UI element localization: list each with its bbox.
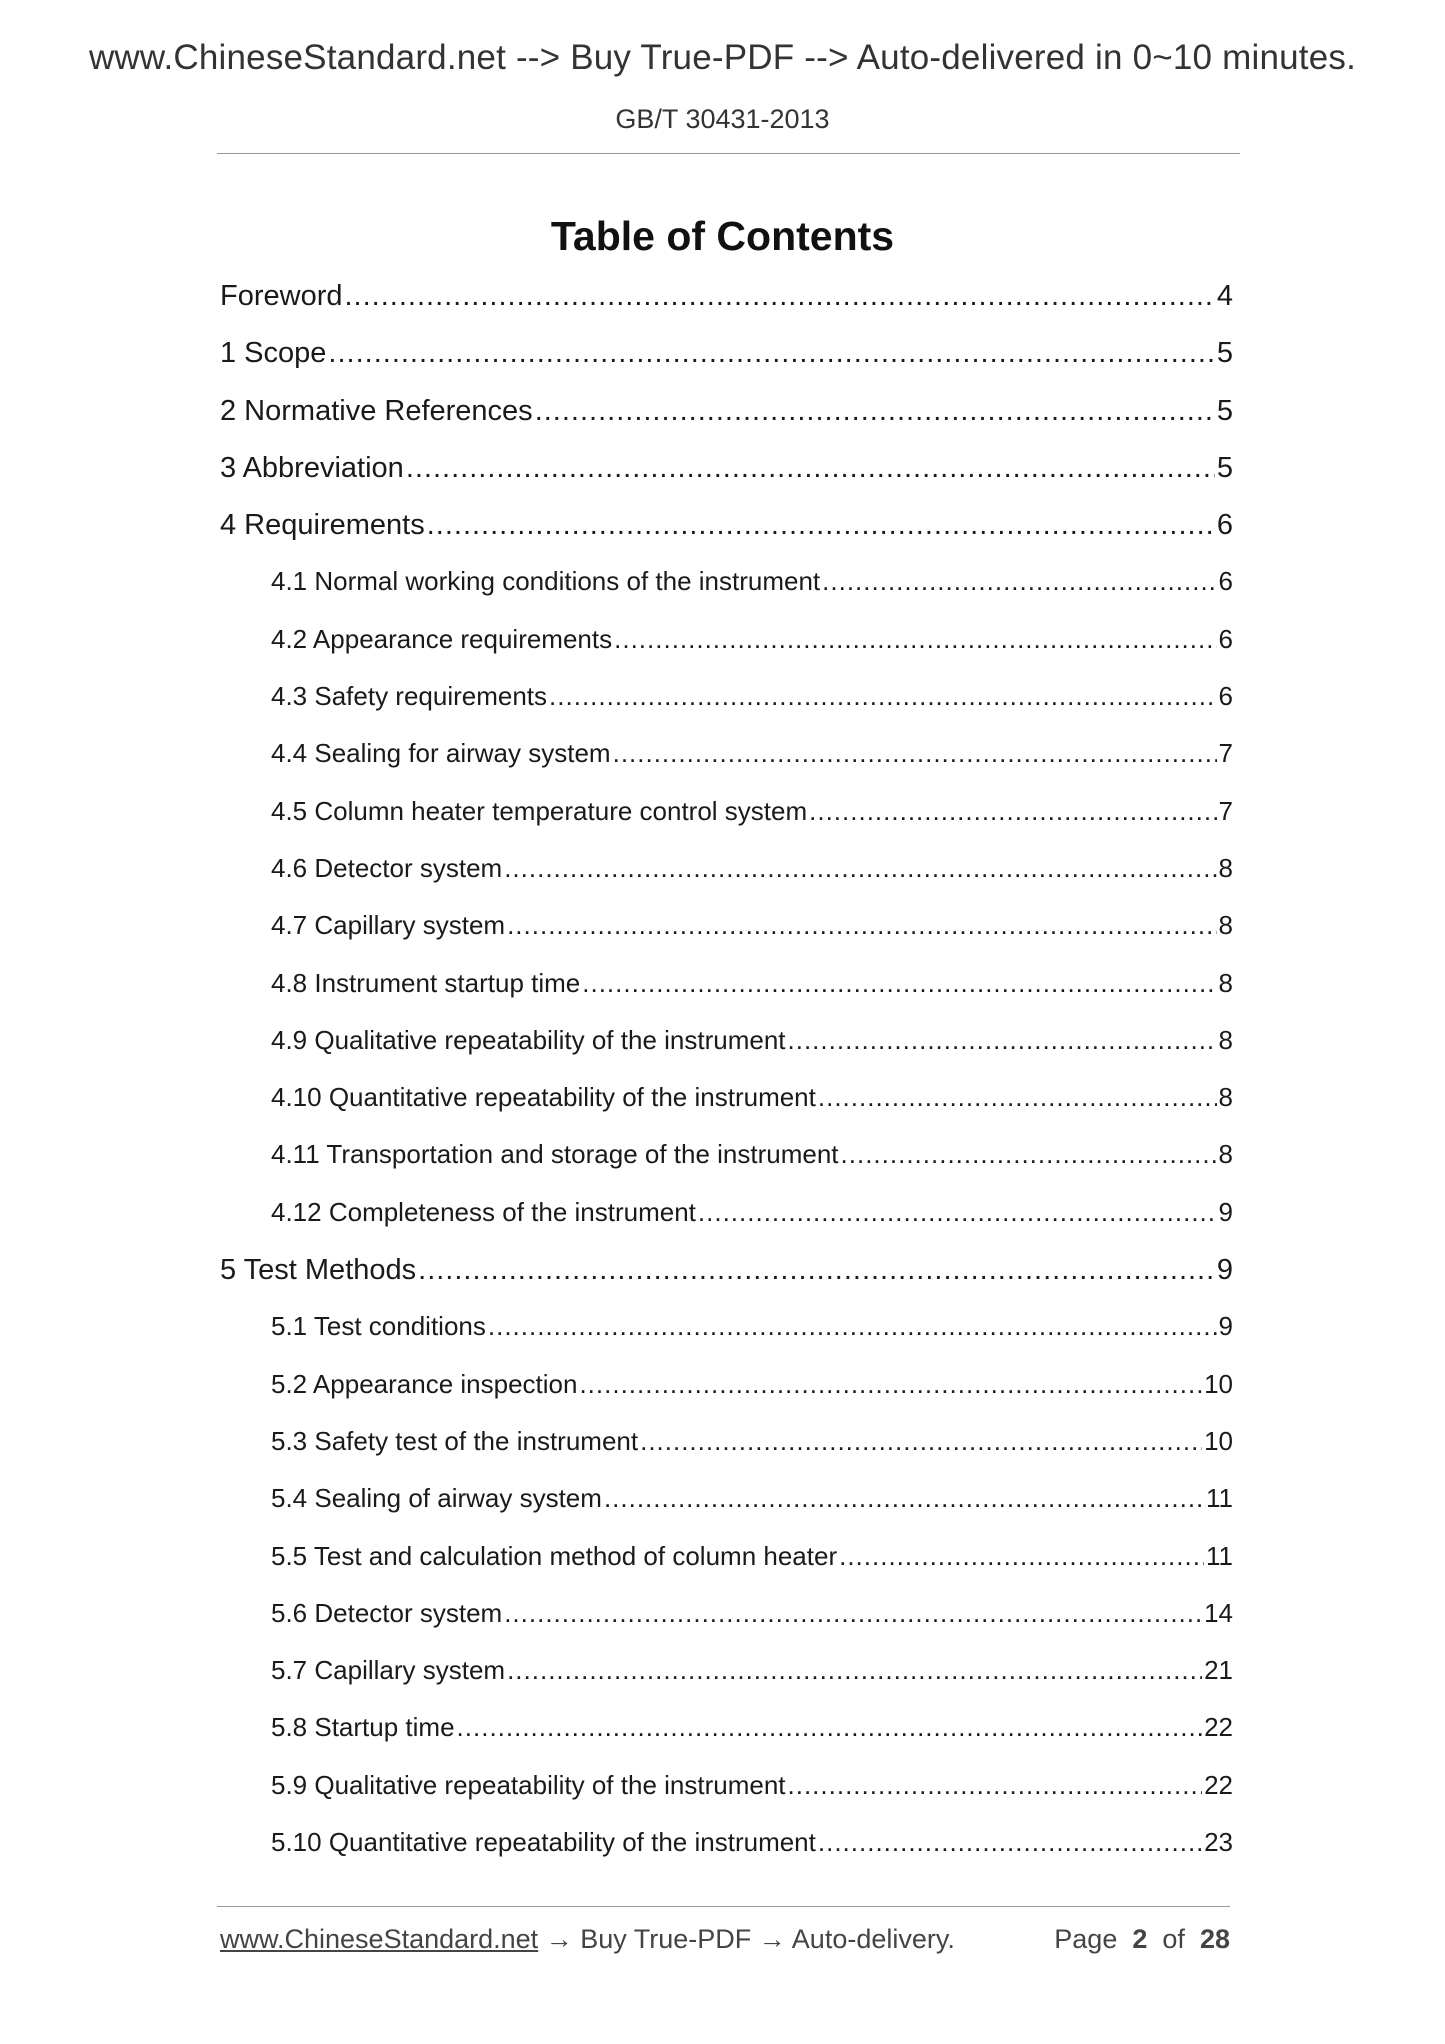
toc-entry-page: 10 <box>1204 1425 1233 1456</box>
toc-entry-label: 5.7 Capillary system <box>271 1655 506 1686</box>
toc-subentry[interactable] <box>220 681 1233 738</box>
toc-leader <box>418 1254 1215 1287</box>
toc-leader <box>504 1598 1202 1629</box>
toc-entry-label: 4.2 Appearance requirements <box>271 623 613 654</box>
toc-leader <box>457 1712 1203 1743</box>
toc-leader <box>839 1541 1204 1572</box>
toc-entry-page: 6 <box>1218 681 1233 712</box>
toc-entry-page: 7 <box>1218 795 1233 826</box>
toc-leader <box>507 1655 1202 1686</box>
toc-entry-label: 4.12 Completeness of the instrument <box>271 1196 696 1227</box>
page-total: 28 <box>1199 1924 1230 1954</box>
toc-entry-label: 4.7 Capillary system <box>271 910 506 941</box>
toc-entry-label: 5.8 Startup time <box>271 1712 455 1743</box>
toc-entry-label: 5.3 Safety test of the instrument <box>271 1425 639 1456</box>
toc-subentry[interactable] <box>220 853 1233 910</box>
toc-entry-page: 4 <box>1216 280 1233 312</box>
toc-leader <box>809 796 1216 827</box>
toc-entry-label: 4.5 Column heater temperature control system <box>271 795 808 826</box>
toc-subentry[interactable] <box>220 624 1233 681</box>
arrow-right-icon: → <box>545 1924 573 1954</box>
toc-entry-label: 5.1 Test conditions <box>271 1311 486 1342</box>
toc-entry-label: 4.4 Sealing for airway system <box>271 738 611 769</box>
toc-entry-label: 4.1 Normal working conditions of the instrument <box>271 566 821 597</box>
toc-subentry[interactable] <box>220 910 1233 967</box>
toc-leader <box>535 395 1215 428</box>
toc-subentry[interactable] <box>220 1426 1233 1483</box>
toc-entry[interactable] <box>220 452 1233 509</box>
toc-entry-page: 6 <box>1218 566 1233 597</box>
toc-leader <box>345 280 1215 313</box>
toc-entry-page: 8 <box>1218 1082 1233 1113</box>
toc-leader <box>579 1369 1202 1400</box>
toc-entry-page: 21 <box>1204 1655 1233 1686</box>
footer-divider <box>217 1906 1230 1907</box>
document-id: GB/T 30431-2013 <box>615 104 830 134</box>
toc-entry-label: 4 Requirements <box>220 509 425 542</box>
toc-subentry[interactable] <box>220 1197 1233 1254</box>
toc-leader <box>604 1483 1204 1514</box>
toc-entry-label: 4.6 Detector system <box>271 852 503 883</box>
toc-entry-page: 14 <box>1204 1597 1233 1628</box>
toc-subentry[interactable] <box>220 1712 1233 1769</box>
toc-entry-page: 7 <box>1218 738 1233 769</box>
toc-subentry[interactable] <box>220 1025 1233 1082</box>
toc-entry-label: 5 Test Methods <box>220 1254 417 1287</box>
toc-leader <box>427 509 1215 542</box>
toc-entry-page: 11 <box>1206 1540 1233 1571</box>
toc-list <box>220 280 1233 1884</box>
footer-buy-text: Buy True-PDF <box>580 1924 752 1954</box>
toc-title: Table of Contents <box>550 213 895 259</box>
toc-entry-label: 4.3 Safety requirements <box>271 681 548 712</box>
toc-leader <box>507 910 1216 941</box>
toc-subentry[interactable] <box>220 566 1233 623</box>
toc-leader <box>788 1770 1203 1801</box>
toc-entry-label: 5.6 Detector system <box>271 1597 503 1628</box>
footer-site-link[interactable]: www.ChineseStandard.net <box>220 1924 539 1954</box>
toc-entry-label: 3 Abbreviation <box>220 451 404 484</box>
toc-subentry[interactable] <box>220 1311 1233 1368</box>
toc-entry-label: 1 Scope <box>220 337 327 370</box>
toc-leader <box>614 624 1216 655</box>
toc-subentry[interactable] <box>220 1598 1233 1655</box>
toc-leader <box>640 1426 1202 1457</box>
toc-leader <box>582 968 1216 999</box>
toc-entry-page: 8 <box>1218 910 1233 941</box>
toc-entry-label: 5.5 Test and calculation method of column heater <box>271 1540 838 1571</box>
top-banner: www.ChineseStandard.net --> Buy True-PDF --> Auto-delivered in 0~10 minutes. <box>88 38 1357 77</box>
toc-entry-label: 2 Normative References <box>220 394 533 427</box>
toc-entry[interactable] <box>220 395 1233 452</box>
toc-entry-label: 5.4 Sealing of airway system <box>271 1483 602 1514</box>
toc-subentry[interactable] <box>220 968 1233 1025</box>
toc-entry-label: 4.9 Qualitative repeatability of the instrument <box>271 1024 786 1055</box>
page-indicator <box>1054 1924 1230 1955</box>
toc-entry[interactable] <box>220 337 1233 394</box>
toc-subentry[interactable] <box>220 1082 1233 1139</box>
arrow-right-icon: → <box>758 1924 786 1954</box>
toc-entry-page: 8 <box>1218 1024 1233 1055</box>
toc-leader <box>613 738 1217 769</box>
toc-entry-page: 8 <box>1218 852 1233 883</box>
toc-entry[interactable] <box>220 509 1233 566</box>
header-divider <box>217 153 1240 154</box>
toc-entry-label: 5.10 Quantitative repeatability of the instrument <box>271 1827 816 1858</box>
toc-leader <box>788 1025 1217 1056</box>
toc-leader <box>549 681 1216 712</box>
toc-entry-label: Foreword <box>220 280 343 312</box>
page-number: 2 <box>1132 1924 1148 1954</box>
toc-entry-page: 6 <box>1216 509 1233 542</box>
toc-entry-page: 23 <box>1204 1827 1233 1858</box>
toc-entry-page: 8 <box>1218 1139 1233 1170</box>
toc-subentry[interactable] <box>220 1483 1233 1540</box>
toc-entry[interactable] <box>220 1254 1233 1311</box>
toc-leader <box>822 566 1216 597</box>
toc-entry-page: 9 <box>1218 1311 1233 1342</box>
toc-leader <box>406 452 1215 485</box>
toc-subentry[interactable] <box>220 1369 1233 1426</box>
toc-subentry[interactable] <box>220 738 1233 795</box>
toc-subentry[interactable] <box>220 1827 1233 1884</box>
toc-leader <box>818 1827 1202 1858</box>
toc-entry-page: 9 <box>1218 1196 1233 1227</box>
page-word: Page <box>1054 1924 1118 1954</box>
toc-leader <box>328 337 1214 370</box>
toc-entry-page: 6 <box>1218 623 1233 654</box>
of-word: of <box>1162 1924 1185 1954</box>
toc-entry-page: 5 <box>1216 394 1233 427</box>
toc-entry-page: 8 <box>1218 967 1233 998</box>
toc-entry-page: 22 <box>1204 1769 1233 1800</box>
toc-subentry[interactable] <box>220 1655 1233 1712</box>
toc-entry[interactable] <box>220 280 1233 337</box>
toc-entry-label: 4.8 Instrument startup time <box>271 967 581 998</box>
toc-leader <box>488 1311 1217 1342</box>
toc-entry-page: 5 <box>1216 451 1233 484</box>
toc-entry-label: 5.9 Qualitative repeatability of the instrument <box>271 1769 786 1800</box>
toc-entry-label: 5.2 Appearance inspection <box>271 1368 578 1399</box>
toc-leader <box>818 1082 1217 1113</box>
toc-entry-label: 4.11 Transportation and storage of the instrument <box>271 1139 839 1170</box>
toc-leader <box>504 853 1216 884</box>
toc-entry-page: 5 <box>1216 337 1233 370</box>
toc-subentry[interactable] <box>220 796 1233 853</box>
toc-subentry[interactable] <box>220 1139 1233 1196</box>
toc-entry-label: 4.10 Quantitative repeatability of the instrument <box>271 1082 816 1113</box>
footer-promo <box>220 1924 955 1955</box>
toc-subentry[interactable] <box>220 1770 1233 1827</box>
toc-entry-page: 9 <box>1216 1254 1233 1287</box>
toc-leader <box>841 1139 1217 1170</box>
toc-subentry[interactable] <box>220 1541 1233 1598</box>
footer-delivery-text: Auto-delivery. <box>791 1924 955 1954</box>
toc-entry-page: 11 <box>1206 1483 1233 1514</box>
toc-entry-page: 22 <box>1204 1712 1233 1743</box>
toc-leader <box>698 1197 1217 1228</box>
toc-entry-page: 10 <box>1204 1368 1233 1399</box>
